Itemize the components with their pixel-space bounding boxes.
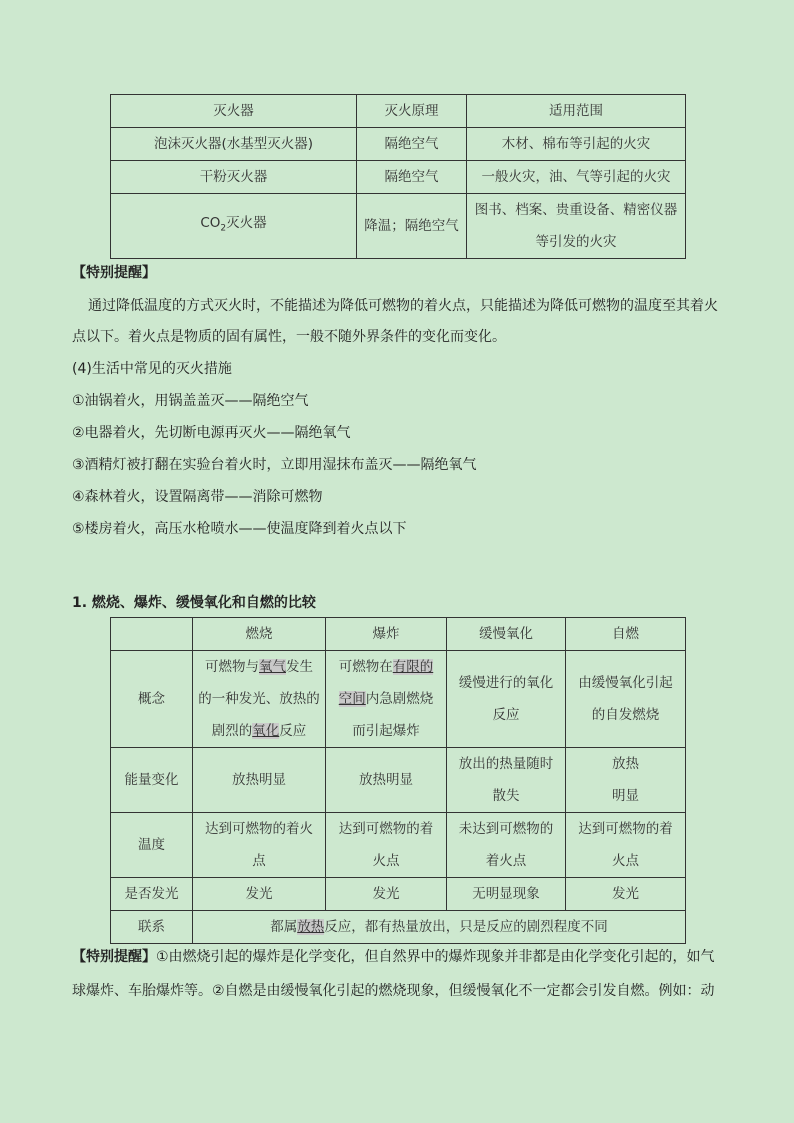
- measure-item: ①油锅着火，用锅盖盖灭——隔绝空气: [72, 393, 309, 409]
- extinguisher-table: [110, 94, 686, 259]
- extinguisher-scope: 一般火灾，油、气等引起的火灾: [467, 161, 686, 194]
- measure-item: ③酒精灯被打翻在实验台着火时，立即用湿抹布盖灭——隔绝氧气: [72, 457, 477, 473]
- temperature-explode: 达到可燃物的着 火点: [326, 813, 447, 878]
- measure-item: ④森林着火，设置隔离带——消除可燃物: [72, 489, 323, 505]
- special-tip-label: 【特别提醒】: [72, 949, 156, 965]
- glow-self: 发光: [566, 878, 686, 911]
- row-label: 是否发光: [111, 878, 193, 911]
- extinguisher-principle: 隔绝空气: [357, 161, 467, 194]
- glow-slow: 无明显现象: [447, 878, 566, 911]
- highlight: 有限的: [392, 659, 434, 675]
- header-cell: 自燃: [566, 618, 686, 651]
- concept-self: 由缓慢氧化引起 的自发燃烧: [566, 651, 686, 748]
- extinguisher-name: 干粉灭火器: [111, 161, 357, 194]
- header-cell: 适用范围: [467, 95, 686, 128]
- extinguisher-principle: 隔绝空气: [357, 128, 467, 161]
- glow-explode: 发光: [326, 878, 447, 911]
- tip2-line: 【特别提醒】①由燃烧引起的爆炸是化学变化，但自然界中的爆炸现象并非都是由化学变化引起的，如气: [72, 949, 715, 965]
- header-cell: [111, 618, 193, 651]
- header-cell: 缓慢氧化: [447, 618, 566, 651]
- table-header-row: [111, 618, 686, 651]
- concept-slow: 缓慢进行的氧化 反应: [447, 651, 566, 748]
- highlight: 放热: [297, 919, 325, 935]
- header-cell: 燃烧: [193, 618, 326, 651]
- table-row: [111, 813, 686, 878]
- table-header-row: [111, 95, 686, 128]
- glow-burn: 发光: [193, 878, 326, 911]
- table-row: [111, 878, 686, 911]
- row-label: 联系: [111, 911, 193, 944]
- extinguisher-principle: 降温；隔绝空气: [357, 194, 467, 259]
- concept-explode: 可燃物在有限的 空间内急剧燃烧 而引起爆炸: [326, 651, 447, 748]
- extinguisher-scope: 木材、棉布等引起的火灾: [467, 128, 686, 161]
- highlight: 氧化: [252, 723, 280, 739]
- table-row: [111, 161, 686, 194]
- table-row: [111, 194, 686, 259]
- table-row: [111, 128, 686, 161]
- concept-burn: 可燃物与氧气发生 的一种发光、放热的 剧烈的氧化反应: [193, 651, 326, 748]
- header-cell: 灭火原理: [357, 95, 467, 128]
- table-row: [111, 911, 686, 944]
- table-row: [111, 748, 686, 813]
- comparison-table: [110, 617, 686, 944]
- energy-self: 放热 明显: [566, 748, 686, 813]
- table-row: [111, 651, 686, 748]
- energy-slow: 放出的热量随时 散失: [447, 748, 566, 813]
- row-label: 能量变化: [111, 748, 193, 813]
- temperature-slow: 未达到可燃物的 着火点: [447, 813, 566, 878]
- temperature-burn: 达到可燃物的着火 点: [193, 813, 326, 878]
- header-cell: 灭火器: [111, 95, 357, 128]
- highlight: 氧气: [259, 659, 286, 675]
- row-label: 温度: [111, 813, 193, 878]
- special-tip-label: 【特别提醒】: [72, 265, 156, 281]
- extinguisher-name: $CO_2$灭火器: [111, 194, 357, 259]
- temperature-self: 达到可燃物的着 火点: [566, 813, 686, 878]
- energy-explode: 放热明显: [326, 748, 447, 813]
- measure-item: ⑤楼房着火，高压水枪喷水——使温度降到着火点以下: [72, 521, 407, 537]
- tip-text-line: 通过降低温度的方式灭火时，不能描述为降低可燃物的着火点，只能描述为降低可燃物的温度至其着火: [88, 298, 718, 314]
- relation-text: 都属放热反应，都有热量放出，只是反应的剧烈程度不同: [193, 911, 686, 944]
- extinguisher-name: 泡沫灭火器(水基型灭火器): [111, 128, 357, 161]
- extinguisher-scope: 图书、档案、贵重设备、精密仪器 等引发的火灾: [467, 194, 686, 259]
- measures-title: (4)生活中常见的灭火措施: [72, 361, 232, 377]
- energy-burn: 放热明显: [193, 748, 326, 813]
- highlight: 空间: [338, 691, 366, 707]
- tip2-line: 球爆炸、车胎爆炸等。②自燃是由缓慢氧化引起的燃烧现象，但缓慢氧化不一定都会引发自燃。例如：动: [72, 983, 715, 999]
- tip-text-line: 点以下。着火点是物质的固有属性，一般不随外界条件的变化而变化。: [72, 329, 506, 345]
- header-cell: 爆炸: [326, 618, 447, 651]
- section-title: 1. 燃烧、爆炸、缓慢氧化和自燃的比较: [72, 595, 316, 611]
- measure-item: ②电器着火，先切断电源再灭火——隔绝氧气: [72, 425, 351, 441]
- row-label: 概念: [111, 651, 193, 748]
